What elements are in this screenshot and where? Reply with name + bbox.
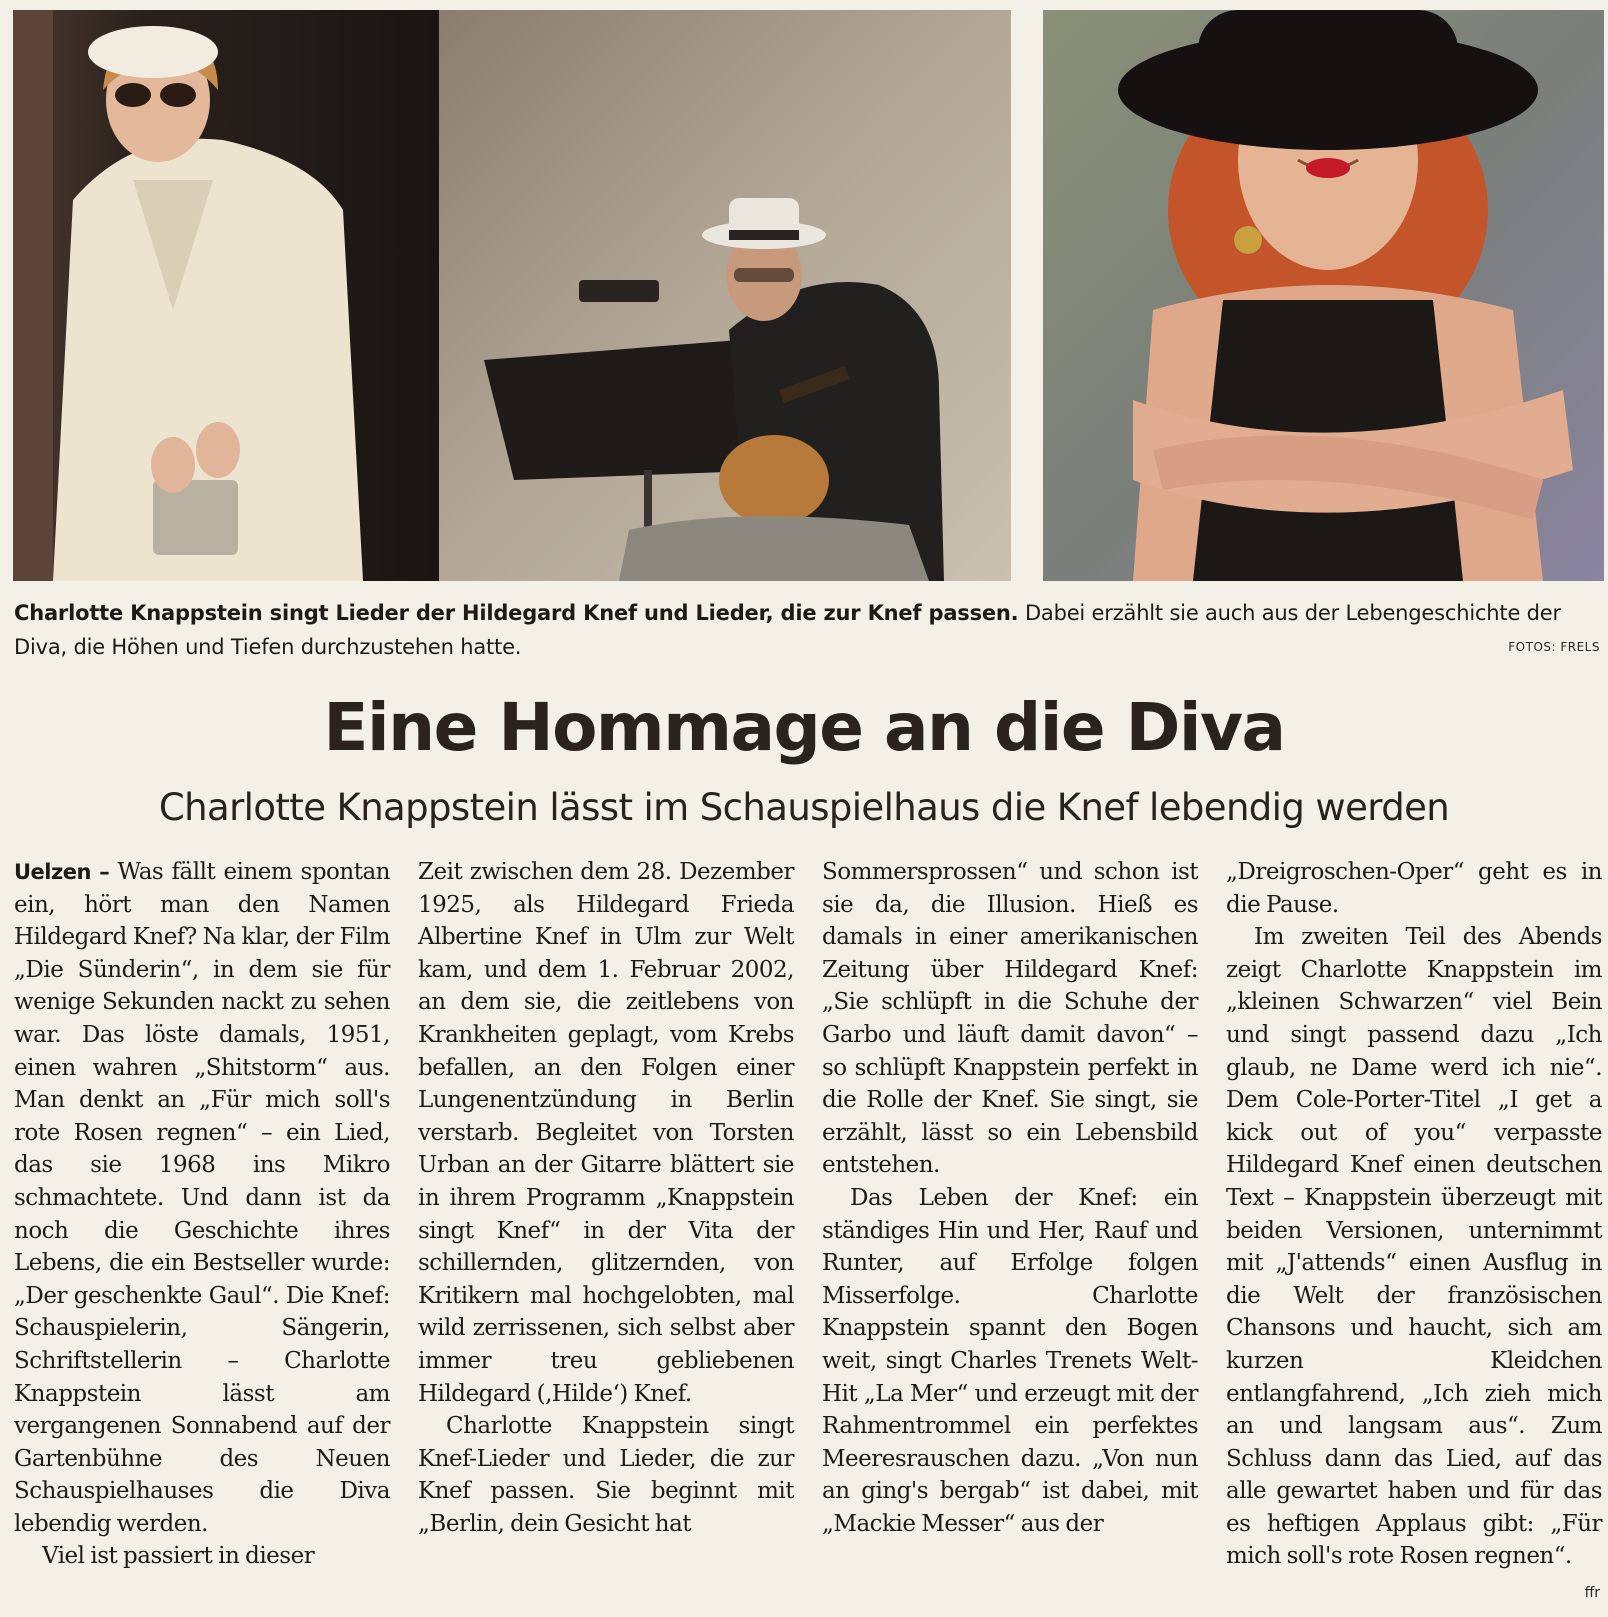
article-column-3	[822, 856, 1198, 1540]
article-paragraph: Viel ist passiert in dieser	[42, 1543, 315, 1570]
article-paragraph: Das Leben der Knef: ein ständiges Hin und Her, Rauf und Runter, auf Erfolge folgen Misserfolge. Charlotte Knappstein spannt den Bogen weit, singt Charles Trenets Welt-Hit „La Mer“ und erzeugt mit der Rahmentrommel ein perfektes Meeresrauschen dazu. „Von nun an ging's bergab“ ist dabei, mit „Mackie Messer“ aus der	[822, 1184, 1198, 1537]
caption-text: Dabei erzählt sie auch aus der Lebengeschichte der Diva, die Höhen und Tiefen durchzustehen hatte.	[14, 601, 1561, 659]
dateline: Uelzen –	[14, 860, 110, 884]
caption-lead: Charlotte Knappstein singt Lieder der Hildegard Knef und Lieder, die zur Knef passen.	[14, 601, 1019, 625]
article-paragraph: Im zweiten Teil des Abends zeigt Charlotte Knappstein im „kleinen Schwarzen“ viel Bein und singt passend dazu „Ich glaub, ne Dame werd ich nie“. Dem Cole-Porter-Titel „I get a kick out of you“ verpasste Hildegard Knef einen deutschen Text – Knappstein überzeugt mit beiden Versionen, unternimmt mit „J'attends“ einen Ausflug in die Welt der französischen Chansons und haucht, sich am kurzen Kleidchen entlangfahrend, „Ich zieh mich an und langsam aus“. Zum Schluss dann das Lied, auf das alle gewartet haben und für das es heftigen Applaus gibt: „Für mich soll's rote Rosen regnen“.	[1226, 924, 1602, 1570]
article-paragraph: Zeit zwischen dem 28. Dezember 1925, als Hildegard Frieda Albertine Knef in Ulm zur Welt kam, und dem 1. Februar 2002, an dem sie, die zeitlebens von Krankheiten geplagt, vom Krebs befallen, an den Folgen einer Lungenentzündung in Berlin verstarb. Begleitet von Torsten Urban an der Gitarre blättert sie in ihrem Programm „Knappstein singt Knef“ in der Vita der schillernden, glitzernden, von Kritikern mal hochgelobten, mal wild zerrissenen, sich selbst aber immer treu gebliebenen Hildegard (‚Hilde‘) Knef.	[418, 859, 794, 1407]
photo-singer-black-hat	[1043, 10, 1604, 581]
article-paragraph: „Dreigroschen-Oper“ geht es in die Pause.	[1226, 859, 1602, 918]
article-column-1	[14, 856, 390, 1573]
photo-guitarist	[439, 10, 1011, 581]
paragraph-text: Was fällt einem spontan ein, hört man den Namen Hildegard Knef? Na klar, der Film „Die Sünderin“, in dem sie für wenige Sekunden nackt zu sehen war. Das löste damals, 1951, einen wahren „Shitstorm“ aus. Man denkt an „Für mich soll's rote Rosen regnen“ – ein Lied, das sie 1968 ins Mikro schmachtete. Und dann ist da noch die Geschichte ihres Lebens, die ein Bestseller wurde: „Der geschenkte Gaul“. Die Knef: Schauspielerin, Sängerin, Schriftstellerin – Charlotte Knappstein lässt am vergangenen Sonnabend auf der Gartenbühne des Neuen Schauspielhauses die Diva lebendig werden.	[14, 859, 390, 1537]
subheadline: Charlotte Knappstein lässt im Schauspielhaus die Knef lebendig werden	[158, 786, 1450, 829]
article-paragraph	[14, 856, 390, 1540]
article-paragraph: Sommersprossen“ und schon ist sie da, die Illusion. Hieß es damals in einer amerikanischen Zeitung über Hildegard Knef: „Sie schlüpft in die Schuhe der Garbo und läuft damit davon“ – so schlüpft Knappstein perfekt in die Rolle der Knef. Sie singt, sie erzählt, lässt so ein Lebensbild entstehen.	[822, 859, 1198, 1179]
author-signature: ffr	[1584, 1585, 1600, 1601]
photo-credit: FOTOS: FRELS	[1508, 640, 1600, 654]
headline: Eine Hommage an die Diva	[323, 689, 1285, 766]
article-column-4	[1226, 856, 1602, 1573]
article-column-2	[418, 856, 794, 1540]
article-paragraph: Charlotte Knappstein singt Knef-Lieder und Lieder, die zur Knef passen. Sie beginnt mit „Berlin, dein Gesicht hat	[418, 1413, 794, 1537]
photo-caption	[14, 596, 1594, 664]
photo-singer-white-coat	[13, 10, 439, 581]
